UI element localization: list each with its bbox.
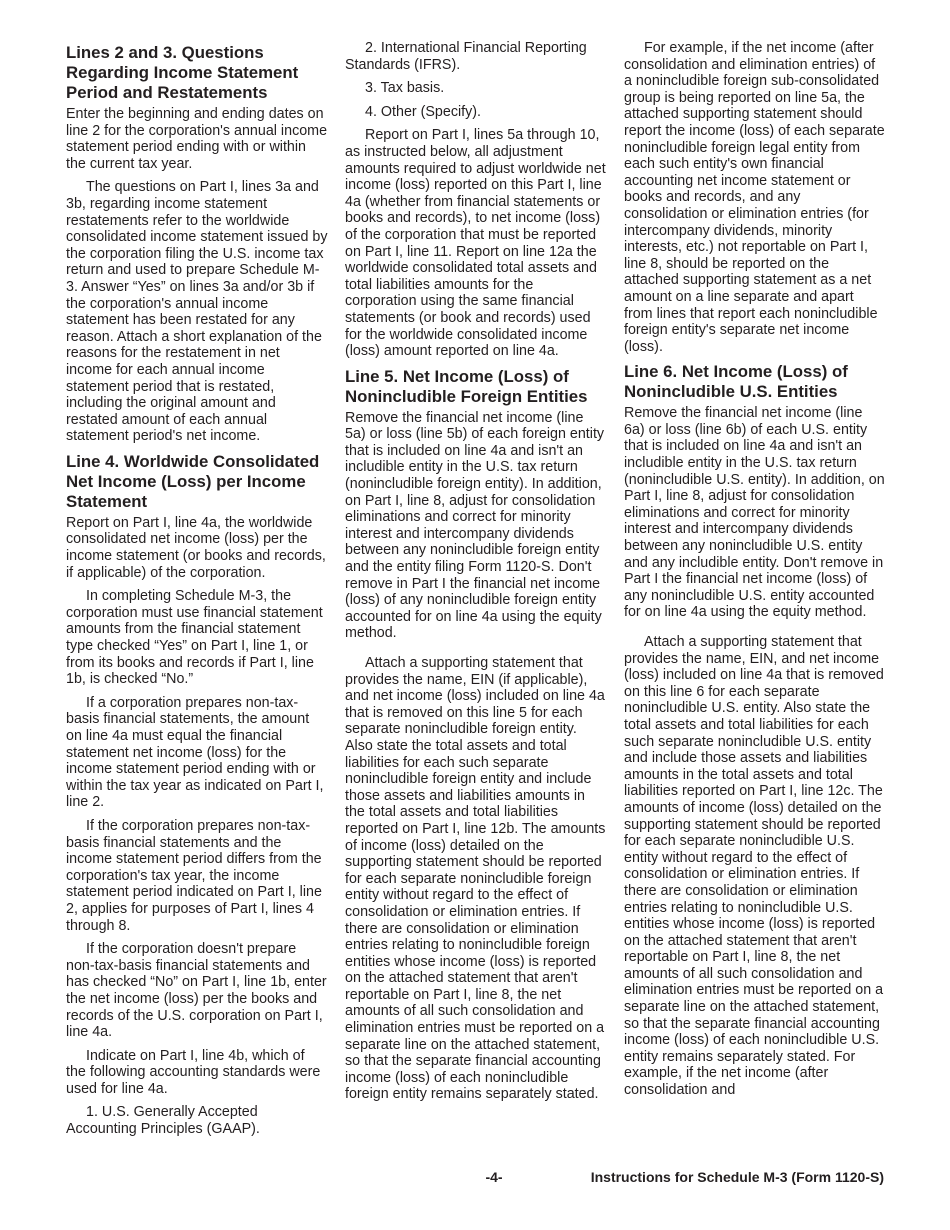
document-title: Instructions for Schedule M-3 (Form 1120-S) bbox=[590, 1169, 884, 1185]
paragraph: The questions on Part I, lines 3a and 3b, regarding income statement restatements refer to the worldwide consolidated income statement issued by the corporation filing the U.S. income tax return and used to prepare Schedule M-3. Answer “Yes” on lines 3a and/or 3b if the corporation's annual income statement has been restated for any reason. Attach a short explanation of the reasons for the restatement in net income for each annual income statement period that is restated, including the original amount and restated amount of each annual statement period's net income. bbox=[66, 179, 328, 445]
heading-line-6: Line 6. Net Income (Loss) of Nonincludible U.S. Entities bbox=[624, 362, 848, 402]
paragraph: Report on Part I, lines 5a through 10, as instructed below, all adjustment amounts required to adjust worldwide net income (loss) reported on this Part I, line 4a (whether from financial statements or books and records), to net income (loss) of the corporation that must be reported on Part I, line 11. Report on line 12a the worldwide consolidated total assets and total liabilities amounts for the corporation using the same financial statements (or book and records) used for the worldwide consolidated income (loss) amount reported on line 4a. bbox=[345, 127, 606, 360]
paragraph: Enter the beginning and ending dates on line 2 for the corporation's annual income statement period ending with or within the current tax year. bbox=[66, 106, 328, 172]
paragraph: Attach a supporting statement that provides the name, EIN, and net income (loss) included on line 4a that is removed on this line 6 for each separate nonincludible U.S. entity. Also state the total assets and total liabilities for each such separate nonincludible U.S. entity and include those assets and liabilities amounts in the total assets and total liabilities reported on Part I, line 12c. The amounts of income (loss) detailed on the supporting statement should be reported for each separate nonincludible U.S. entity without regard to the effect of consolidation or elimination entries. If there are consolidation or elimination entries relating to nonincludible U.S. entities whose income (loss) is reported on the attached statement that aren't reportable on Part I, line 8, the net amounts of all such consolidation and elimination entries must be reported on a separate line on the attached statement, so that the separate financial accounting income (loss) of each nonincludible U.S. entity remains separately stated. For example, if the net income (after consolidation and bbox=[624, 634, 884, 1099]
paragraph: In completing Schedule M-3, the corporation must use financial statement amounts from the financial statement type checked “Yes” on Part I, line 1, or from its books and records if Part I, line 1b, is checked “No.” bbox=[66, 588, 323, 688]
paragraph: Indicate on Part I, line 4b, which of the following accounting standards were used for line 4a. bbox=[66, 1047, 321, 1097]
paragraph: Report on Part I, line 4a, the worldwide consolidated net income (loss) per the income statement (or books and records, if applicable) of the corporation. bbox=[66, 514, 326, 581]
list-item: 3. Tax basis. bbox=[365, 80, 445, 97]
list-item: 4. Other (Specify). bbox=[365, 103, 482, 120]
heading-line-4: Line 4. Worldwide Consolidated Net Income (Loss) per Income Statement bbox=[66, 451, 320, 511]
list-item: 2. International Financial Reporting Standards (IFRS). bbox=[345, 40, 587, 73]
heading-lines-2-3: Lines 2 and 3. Questions Regarding Income Statement Period and Restatements bbox=[66, 43, 299, 102]
list-item: 1. U.S. Generally Accepted Accounting Principles (GAAP). bbox=[66, 1104, 260, 1138]
paragraph: If the corporation doesn't prepare non-tax-basis financial statements and has checked “No” on Part I, line 1b, enter the net income (loss) per the books and records of the U.S. corporation on Part I, line 4a. bbox=[66, 941, 327, 1041]
page-number: -4- bbox=[485, 1169, 503, 1185]
page-footer bbox=[66, 1169, 884, 1187]
paragraph: Remove the financial net income (line 5a) or loss (line 5b) of each foreign entity that is included on line 4a and isn't an includible entity in the U.S. tax return (nonincludible foreign entity). In addition, on Part I, line 8, adjust for consolidation eliminations and correct for minority interest and intercompany dividends between any nonincludible foreign entity and the entity filing Form 1120-S. Don't remove in Part I the financial net income (loss) of any nonincludible foreign entity accounted for on line 4a using the equity method. bbox=[345, 409, 605, 642]
column-right bbox=[624, 40, 886, 1106]
paragraph: If a corporation prepares non-tax-basis financial statements, the amount on line 4a must equal the financial statement net income (loss) for the income statement period ending with or within the tax year as indicated on Part I, line 2. bbox=[66, 694, 324, 811]
column-middle bbox=[345, 40, 607, 1110]
paragraph: If the corporation prepares non-tax-basis financial statements and the income statement period differs from the corporation's tax year, the income statement period indicated on Part I, line 2, applies for purposes of Part I, lines 4 through 8. bbox=[66, 817, 322, 934]
paragraph: Remove the financial net income (line 6a) or loss (line 6b) of each U.S. entity that is included on line 4a and isn't an includible entity in the U.S. tax return (nonincludible U.S. entity). In addition, on Part I, line 8, adjust for consolidation eliminations and correct for minority interest and intercompany dividends between any nonincludible U.S. entity and any includible entity. Don't remove in Part I the financial net income (loss) of any nonincludible U.S. entity accounted for on line 4a using the equity method. bbox=[624, 405, 885, 621]
paragraph: For example, if the net income (after consolidation and elimination entries) of a nonincludible foreign sub-consolidated group is being reported on line 5a, the attached supporting statement should report the income (loss) of each separate nonincludible foreign legal entity from each such entity's own financial accounting net income statement or books and records, and any consolidation or elimination entries (for intercompany dividends, minority interests, etc.) not reportable on Part I, line 8, should be reported on the attached supporting statement as a net amount on a line separate and apart from lines that report each nonincludible foreign entity's separate net income (loss). bbox=[624, 40, 885, 355]
column-left bbox=[66, 40, 328, 1145]
heading-line-5: Line 5. Net Income (Loss) of Nonincludible Foreign Entities bbox=[345, 366, 588, 406]
paragraph: Attach a supporting statement that provides the name, EIN (if applicable), and net income (loss) included on line 4a that is removed on this line 5 for each separate nonincludible foreign entity. Also state the total assets and total liabilities for each such separate nonincludible foreign entity and include those assets and liabilities amounts in the total assets and total liabilities reported on Part I, line 12b. The amounts of income (loss) detailed on the supporting statement should be reported for each separate nonincludible foreign entity without regard to the effect of consolidation or elimination entries. If there are consolidation or elimination entries relating to nonincludible foreign entities whose income (loss) is reported on the attached statement that aren't reportable on Part I, line 8, the net amounts of all such consolidation and elimination entries must be reported on a separate line on the attached statement, so that the separate financial accounting income (loss) of each nonincludible foreign entity remains separately stated. bbox=[345, 655, 606, 1103]
